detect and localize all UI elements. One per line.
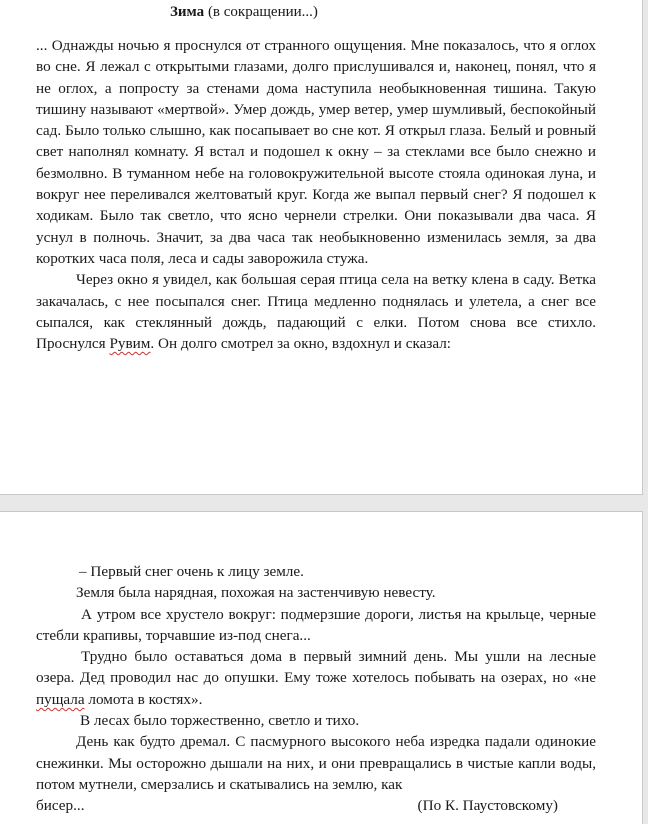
paragraph-5	[36, 646, 596, 710]
paragraph-5-end: ломота в костях».	[84, 690, 203, 708]
paragraph-2-end: . Он долго смотрел за окно, вздохнул и сказал:	[150, 335, 452, 353]
page2-text	[36, 561, 596, 817]
document-title	[170, 4, 318, 21]
document-page-2	[0, 511, 643, 824]
paragraph-7-end: бисер...	[36, 797, 85, 815]
spellcheck-word-pushchala[interactable]: пущала	[36, 690, 85, 708]
paragraph-2-start: Через окно я увидел, как большая серая птица села на ветку клена в саду. Ветка закачалась, с нее посыпался снег. Птица медленно поднялась и улетела, а снег все сыпался, как стеклянный дождь, падающий с елки. Потом снова все стихло. Проснулся	[36, 271, 596, 353]
paragraph-4: А утром все хрустело вокруг: подмерзшие дороги, листья на крыльце, черные стебли крапивы, торчавшие из-под снега...	[36, 605, 596, 644]
paragraph-7: День как будто дремал. С пасмурного высокого неба изредка падали одинокие снежинки. Мы осторожно дышали на них, и они превращались в чистые капли воды, потом мутнели, смерзались и скатывались на землю, как	[36, 733, 596, 793]
title-subtitle: (в сокращении...)	[204, 4, 318, 20]
paragraph-6: В лесах было торжественно, светло и тихо.	[80, 712, 360, 730]
paragraph-5-start: Трудно было оставаться дома в первый зимний день. Мы ушли на лесные озера. Дед проводил нас до опушки. Ему тоже хотелось побывать на озерах, но «не	[36, 648, 596, 687]
dialogue-line: – Первый снег очень к лицу земле.	[79, 563, 304, 580]
page1-text	[36, 35, 596, 354]
spellcheck-word-ruvim[interactable]: Рувим	[109, 335, 151, 353]
paragraph-2	[36, 269, 596, 354]
paragraph-3: Земля была нарядная, похожая на застенчивую невесту.	[76, 584, 436, 602]
author-signature: (По К. Паустовскому)	[417, 797, 558, 815]
paragraph-1: ... Однажды ночью я проснулся от странного ощущения. Мне показалось, что я оглох во сне. Я лежал с открытыми глазами, долго прислушивался и, наконец, понял, что я не оглох, а попросту за стенами дома наступила необыкновенная тишина. Такую тишину называют «мертвой». Умер дождь, умер ветер, умер шумливый, беспокойный сад. Было только слышно, как посапывает во сне кот. Я открыл глаза. Белый и ровный свет наполнял комнату. Я встал и подошел к окну – за стеклами все было снежно и безмолвно. В туманном небе на головокружительной высоте стояла одинокая луна, и вокруг нее переливался желтоватый круг. Когда же выпал первый снег? Я подошел к ходикам. Было так светло, что ясно чернели стрелки. Они показывали два часа. Я уснул в полночь. Значит, за два часа так необыкновенно изменилась земля, за два коротких часа поля, леса и сады заворожила стужа.	[36, 37, 596, 267]
title-bold: Зима	[170, 4, 205, 20]
closing-row	[36, 795, 596, 816]
